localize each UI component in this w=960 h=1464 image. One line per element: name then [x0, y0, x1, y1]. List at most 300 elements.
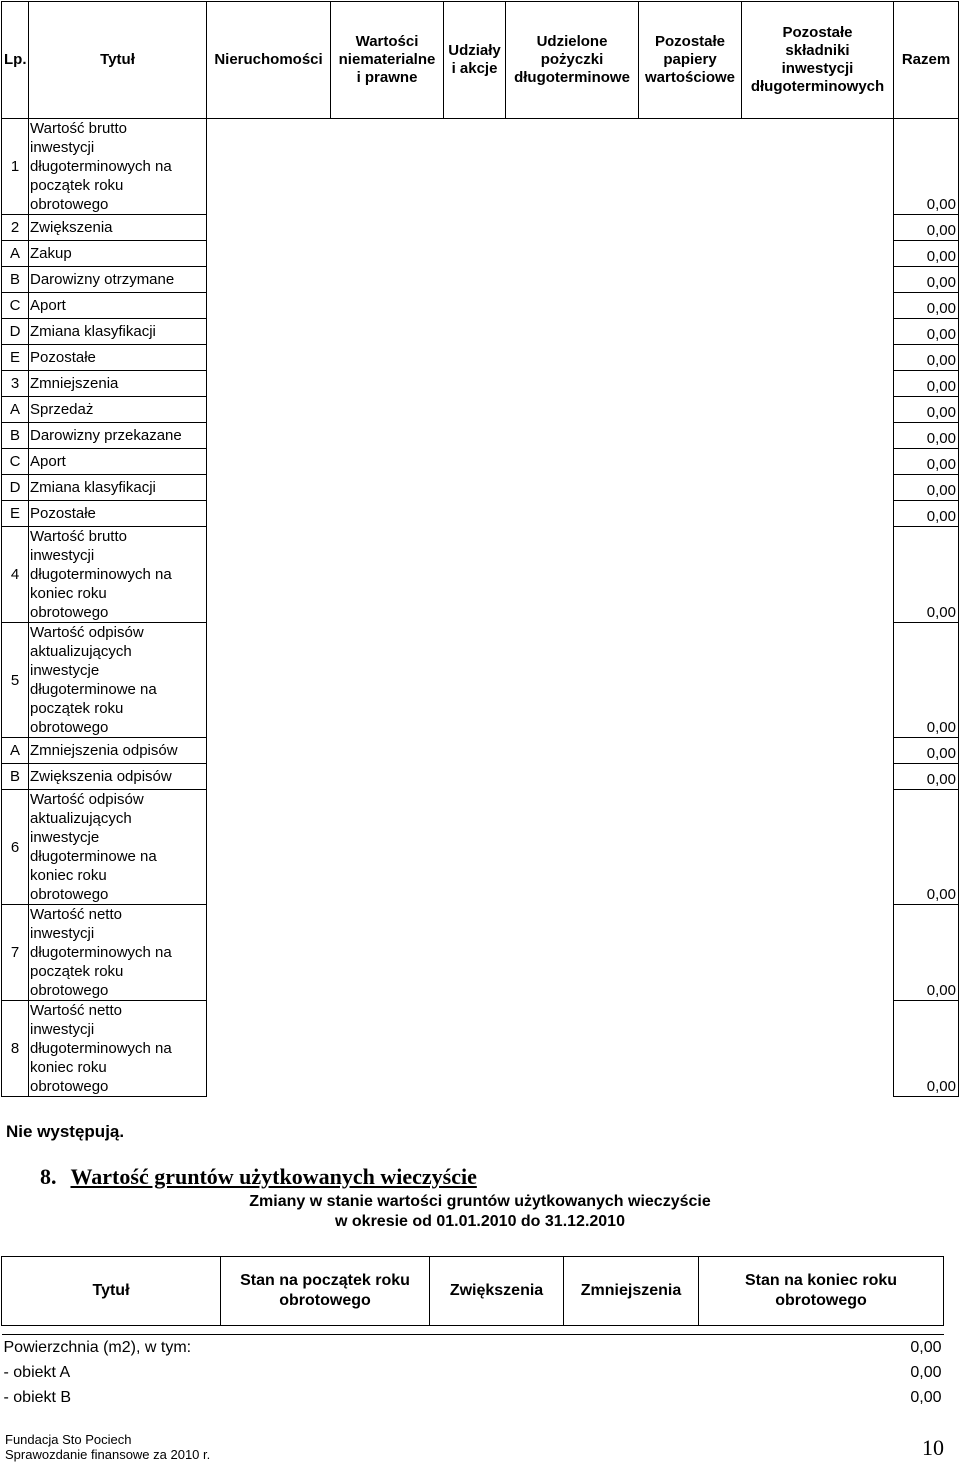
row-title	[29, 319, 207, 345]
empty-cell	[331, 319, 444, 345]
row-title-line: Zmiana klasyfikacji	[30, 323, 156, 340]
table-row	[2, 738, 959, 764]
row-title-line: obrotowego	[30, 196, 109, 213]
empty-cell	[742, 319, 894, 345]
row-title	[29, 215, 207, 241]
empty-cell	[639, 345, 742, 371]
empty-cell	[444, 345, 506, 371]
empty-cell	[564, 1385, 699, 1410]
table-row	[2, 475, 959, 501]
header-line: wartościowe	[644, 69, 736, 86]
land-header-tytul: Tytuł	[2, 1257, 221, 1326]
header-line: Pozostałe	[654, 33, 726, 50]
empty-cell	[207, 905, 331, 1001]
empty-cell	[506, 319, 639, 345]
row-title	[29, 423, 207, 449]
table-row	[2, 119, 959, 215]
empty-cell	[639, 527, 742, 623]
row-lp: B	[2, 267, 29, 293]
row-title-line: obrotowego	[30, 604, 109, 621]
table-row	[2, 501, 959, 527]
row-value: 0,00	[894, 1001, 959, 1097]
empty-cell	[221, 1360, 430, 1385]
empty-cell	[639, 267, 742, 293]
row-lp: 5	[2, 623, 29, 738]
row-lp: A	[2, 397, 29, 423]
row-title-line: Zakup	[30, 245, 72, 262]
header-razem: Razem	[894, 2, 959, 119]
empty-cell	[207, 527, 331, 623]
empty-cell	[506, 738, 639, 764]
header-line: niematerialne	[338, 51, 436, 68]
section-title-text: Wartość gruntów użytkowanych wieczyście	[70, 1164, 477, 1189]
empty-cell	[639, 319, 742, 345]
land-header-stan-poczatek	[221, 1257, 430, 1326]
row-title	[29, 397, 207, 423]
row-title	[29, 790, 207, 905]
row-title-line: Sprzedaż	[30, 401, 94, 418]
empty-cell	[444, 623, 506, 738]
empty-cell	[207, 790, 331, 905]
table-row	[2, 449, 959, 475]
empty-cell	[564, 1360, 699, 1385]
row-lp: 8	[2, 1001, 29, 1097]
empty-cell	[331, 267, 444, 293]
row-value: 0,00	[894, 345, 959, 371]
empty-cell	[506, 764, 639, 790]
row-title	[29, 267, 207, 293]
row-title	[29, 527, 207, 623]
row-lp: 2	[2, 215, 29, 241]
row-value: 0,00	[894, 449, 959, 475]
header-line: obrotowego	[775, 1292, 867, 1309]
row-title-line: obrotowego	[30, 886, 109, 903]
table-row	[2, 215, 959, 241]
row-value: 0,00	[894, 371, 959, 397]
empty-cell	[207, 397, 331, 423]
header-pozyczki	[506, 2, 639, 119]
empty-cell	[639, 397, 742, 423]
empty-cell	[742, 449, 894, 475]
table-row	[2, 319, 959, 345]
empty-cell	[742, 293, 894, 319]
empty-cell	[331, 345, 444, 371]
row-lp: B	[2, 423, 29, 449]
empty-cell	[506, 475, 639, 501]
empty-cell	[331, 1001, 444, 1097]
row-title-line: długoterminowych na	[30, 566, 172, 583]
empty-cell	[207, 319, 331, 345]
empty-cell	[207, 119, 331, 215]
empty-cell	[444, 293, 506, 319]
empty-cell	[506, 119, 639, 215]
empty-cell	[444, 423, 506, 449]
header-line: i prawne	[356, 69, 418, 86]
row-value: 0,00	[894, 527, 959, 623]
row-title	[29, 371, 207, 397]
empty-cell	[430, 1360, 564, 1385]
empty-cell	[444, 319, 506, 345]
footer-organization: Fundacja Sto Pociech	[5, 1432, 132, 1447]
header-line: Stan na koniec roku	[744, 1272, 898, 1289]
empty-cell	[331, 623, 444, 738]
row-title-line: Wartość netto	[30, 906, 122, 923]
section-title	[40, 1164, 477, 1190]
empty-cell	[742, 345, 894, 371]
row-title-line: aktualizujących	[30, 810, 132, 827]
empty-cell	[506, 371, 639, 397]
row-value: 0,00	[894, 738, 959, 764]
table-row	[2, 1360, 944, 1385]
empty-cell	[207, 215, 331, 241]
land-row-label: - obiekt B	[3, 1388, 72, 1406]
table-row	[2, 905, 959, 1001]
empty-cell	[444, 119, 506, 215]
row-title	[29, 623, 207, 738]
row-title-line: długoterminowe na	[30, 681, 157, 698]
row-title-line: Wartość brutto	[30, 528, 127, 545]
empty-cell	[207, 738, 331, 764]
row-lp: 4	[2, 527, 29, 623]
empty-cell	[742, 527, 894, 623]
row-title-line: Zmniejszenia odpisów	[30, 742, 178, 759]
row-title-line: obrotowego	[30, 719, 109, 736]
empty-cell	[430, 1335, 564, 1361]
empty-cell	[207, 623, 331, 738]
row-title-line: koniec roku	[30, 585, 107, 602]
empty-cell	[506, 215, 639, 241]
empty-cell	[444, 905, 506, 1001]
row-title-line: Zwiększenia odpisów	[30, 768, 172, 785]
row-lp: 3	[2, 371, 29, 397]
empty-cell	[742, 738, 894, 764]
row-lp: D	[2, 319, 29, 345]
empty-cell	[444, 1001, 506, 1097]
table-row	[2, 623, 959, 738]
empty-cell	[444, 527, 506, 623]
row-lp: C	[2, 293, 29, 319]
row-title-line: długoterminowych na	[30, 1040, 172, 1057]
empty-cell	[331, 738, 444, 764]
row-title-line: początek roku	[30, 700, 124, 717]
row-title-line: inwestycji	[30, 1021, 95, 1038]
land-table	[1, 1256, 944, 1410]
empty-cell	[506, 790, 639, 905]
empty-cell	[331, 475, 444, 501]
empty-cell	[221, 1335, 430, 1361]
header-tytul: Tytuł	[29, 2, 207, 119]
empty-cell	[506, 501, 639, 527]
header-line: inwestycji	[781, 60, 854, 77]
row-value: 0,00	[894, 397, 959, 423]
empty-cell	[506, 527, 639, 623]
header-line: długoterminowe	[514, 69, 630, 86]
note-nie-wystepuja: Nie występują.	[6, 1122, 125, 1141]
empty-cell	[742, 905, 894, 1001]
empty-cell	[207, 764, 331, 790]
header-line: długoterminowych	[750, 78, 885, 95]
row-title	[29, 241, 207, 267]
row-title-line: długoterminowych na	[30, 158, 172, 175]
empty-cell	[444, 371, 506, 397]
empty-cell	[639, 790, 742, 905]
row-value: 0,00	[894, 475, 959, 501]
row-lp: E	[2, 501, 29, 527]
row-title-line: inwestycji	[30, 139, 95, 156]
row-lp: A	[2, 241, 29, 267]
empty-cell	[207, 371, 331, 397]
empty-cell	[331, 423, 444, 449]
empty-cell	[207, 345, 331, 371]
header-skladniki	[742, 2, 894, 119]
row-title	[29, 501, 207, 527]
empty-cell	[207, 1001, 331, 1097]
row-title-line: długoterminowe na	[30, 848, 157, 865]
footer-report: Sprawozdanie finansowe za 2010 r.	[5, 1447, 211, 1462]
row-title-line: Aport	[30, 297, 66, 314]
empty-cell	[331, 764, 444, 790]
empty-cell	[742, 623, 894, 738]
row-value: 0,00	[894, 623, 959, 738]
empty-cell	[742, 371, 894, 397]
row-lp: C	[2, 449, 29, 475]
empty-cell	[506, 397, 639, 423]
header-line: Pozostałe	[782, 24, 853, 41]
row-value: 0,00	[894, 241, 959, 267]
empty-cell	[742, 267, 894, 293]
row-title	[29, 475, 207, 501]
row-title-line: początek roku	[30, 963, 124, 980]
empty-cell	[207, 423, 331, 449]
empty-cell	[742, 475, 894, 501]
empty-cell	[742, 397, 894, 423]
empty-cell	[207, 449, 331, 475]
row-title-line: obrotowego	[30, 982, 109, 999]
row-lp: A	[2, 738, 29, 764]
row-title-line: aktualizujących	[30, 643, 132, 660]
row-title	[29, 738, 207, 764]
empty-cell	[564, 1335, 699, 1361]
row-title-line: inwestycji	[30, 925, 95, 942]
empty-cell	[444, 267, 506, 293]
row-title-line: Darowizny przekazane	[30, 427, 182, 444]
header-nieruchomosci: Nieruchomości	[207, 2, 331, 119]
empty-cell	[331, 527, 444, 623]
land-header-zmniejszenia: Zmniejszenia	[564, 1257, 699, 1326]
table-row	[2, 423, 959, 449]
empty-cell	[331, 119, 444, 215]
header-line: Udzielone	[536, 33, 608, 50]
row-value: 0,00	[894, 267, 959, 293]
empty-cell	[506, 293, 639, 319]
empty-cell	[331, 241, 444, 267]
empty-cell	[331, 449, 444, 475]
empty-cell	[742, 790, 894, 905]
row-value: 0,00	[894, 764, 959, 790]
row-title-line: Wartość netto	[30, 1002, 122, 1019]
empty-cell	[430, 1385, 564, 1410]
table-row	[2, 397, 959, 423]
row-lp: 1	[2, 119, 29, 215]
empty-cell	[742, 241, 894, 267]
row-title-line: początek roku	[30, 177, 124, 194]
row-title-line: Wartość odpisów	[30, 624, 144, 641]
row-value: 0,00	[894, 319, 959, 345]
empty-cell	[444, 397, 506, 423]
header-line: Wartości	[355, 33, 419, 50]
row-value: 0,00	[894, 293, 959, 319]
row-title	[29, 119, 207, 215]
empty-cell	[639, 738, 742, 764]
table-row	[2, 527, 959, 623]
empty-cell	[331, 397, 444, 423]
empty-cell	[742, 501, 894, 527]
table-row	[2, 764, 959, 790]
row-title-line: koniec roku	[30, 1059, 107, 1076]
row-title	[29, 1001, 207, 1097]
empty-cell	[506, 345, 639, 371]
empty-cell	[639, 501, 742, 527]
row-title-line: Wartość brutto	[30, 120, 127, 137]
land-row-value: 0,00	[910, 1363, 942, 1381]
table-row	[2, 790, 959, 905]
section-period: w okresie od 01.01.2010 do 31.12.2010	[335, 1213, 625, 1230]
empty-cell	[639, 371, 742, 397]
empty-cell	[742, 764, 894, 790]
empty-cell	[207, 267, 331, 293]
table-row	[2, 1385, 944, 1410]
header-line: Stan na początek roku	[240, 1272, 410, 1289]
empty-cell	[506, 241, 639, 267]
land-row-value: 0,00	[910, 1388, 942, 1406]
row-lp: D	[2, 475, 29, 501]
empty-cell	[506, 449, 639, 475]
table-row	[2, 1001, 959, 1097]
table-row	[2, 1335, 944, 1361]
empty-cell	[221, 1385, 430, 1410]
row-title-line: obrotowego	[30, 1078, 109, 1095]
header-wartosci	[331, 2, 444, 119]
empty-cell	[639, 423, 742, 449]
section-number: 8.	[40, 1164, 57, 1189]
header-lp: Lp.	[2, 2, 29, 119]
empty-cell	[207, 501, 331, 527]
header-line: i akcje	[451, 60, 498, 77]
empty-cell	[331, 293, 444, 319]
row-title-line: Pozostałe	[30, 505, 96, 522]
empty-cell	[506, 423, 639, 449]
land-header-row	[2, 1257, 944, 1326]
row-title	[29, 905, 207, 1001]
empty-cell	[444, 764, 506, 790]
investments-table	[1, 1, 959, 1097]
header-line: składniki	[785, 42, 850, 59]
row-title-line: Zmiana klasyfikacji	[30, 479, 156, 496]
investments-header-row	[2, 2, 959, 119]
empty-cell	[444, 790, 506, 905]
table-row	[2, 267, 959, 293]
empty-cell	[444, 241, 506, 267]
empty-cell	[207, 293, 331, 319]
row-title-line: Aport	[30, 453, 66, 470]
empty-cell	[444, 475, 506, 501]
land-body	[2, 1335, 944, 1411]
empty-cell	[639, 475, 742, 501]
land-row-label: Powierzchnia (m2), w tym:	[2, 1335, 221, 1361]
section-subtitle: Zmiany w stanie wartości gruntów użytkowanych wieczyście	[249, 1193, 711, 1210]
row-value: 0,00	[894, 119, 959, 215]
empty-cell	[331, 790, 444, 905]
empty-cell	[444, 738, 506, 764]
empty-cell	[639, 119, 742, 215]
empty-cell	[506, 905, 639, 1001]
land-row-label: - obiekt A	[3, 1363, 71, 1381]
row-value: 0,00	[894, 423, 959, 449]
land-header-stan-koniec	[699, 1257, 944, 1326]
empty-cell	[742, 1001, 894, 1097]
empty-cell	[742, 215, 894, 241]
row-title	[29, 293, 207, 319]
investments-body	[2, 119, 959, 1097]
row-title-line: długoterminowych na	[30, 944, 172, 961]
table-row	[2, 345, 959, 371]
table-row	[2, 293, 959, 319]
row-title-line: koniec roku	[30, 867, 107, 884]
row-lp: 7	[2, 905, 29, 1001]
empty-cell	[742, 119, 894, 215]
empty-cell	[639, 241, 742, 267]
empty-cell	[506, 1001, 639, 1097]
row-lp: B	[2, 764, 29, 790]
header-line: pożyczki	[540, 51, 604, 68]
land-header-spacer	[2, 1326, 944, 1335]
row-title-line: inwestycji	[30, 547, 95, 564]
row-title-line: Wartość odpisów	[30, 791, 144, 808]
row-title	[29, 449, 207, 475]
empty-cell	[639, 215, 742, 241]
table-row	[2, 371, 959, 397]
empty-cell	[444, 215, 506, 241]
row-lp: 6	[2, 790, 29, 905]
empty-cell	[506, 623, 639, 738]
empty-cell	[444, 501, 506, 527]
row-value: 0,00	[894, 501, 959, 527]
empty-cell	[639, 293, 742, 319]
row-value: 0,00	[894, 790, 959, 905]
row-lp: E	[2, 345, 29, 371]
empty-cell	[331, 905, 444, 1001]
empty-cell	[506, 267, 639, 293]
row-title	[29, 345, 207, 371]
empty-cell	[207, 475, 331, 501]
row-title-line: Zmniejszenia	[30, 375, 119, 392]
empty-cell	[639, 1001, 742, 1097]
land-row-value: 0,00	[699, 1335, 944, 1361]
row-value: 0,00	[894, 215, 959, 241]
header-line: Udziały	[448, 42, 501, 59]
row-title-line: Pozostałe	[30, 349, 96, 366]
empty-cell	[444, 449, 506, 475]
row-title-line: Zwiększenia	[30, 219, 113, 236]
header-papiery	[639, 2, 742, 119]
row-title-line: Darowizny otrzymane	[30, 271, 175, 288]
header-line: papiery	[663, 51, 717, 68]
empty-cell	[742, 423, 894, 449]
header-line: obrotowego	[279, 1292, 371, 1309]
land-header-zwiekszenia: Zwiększenia	[430, 1257, 564, 1326]
table-row	[2, 241, 959, 267]
header-udzialy	[444, 2, 506, 119]
